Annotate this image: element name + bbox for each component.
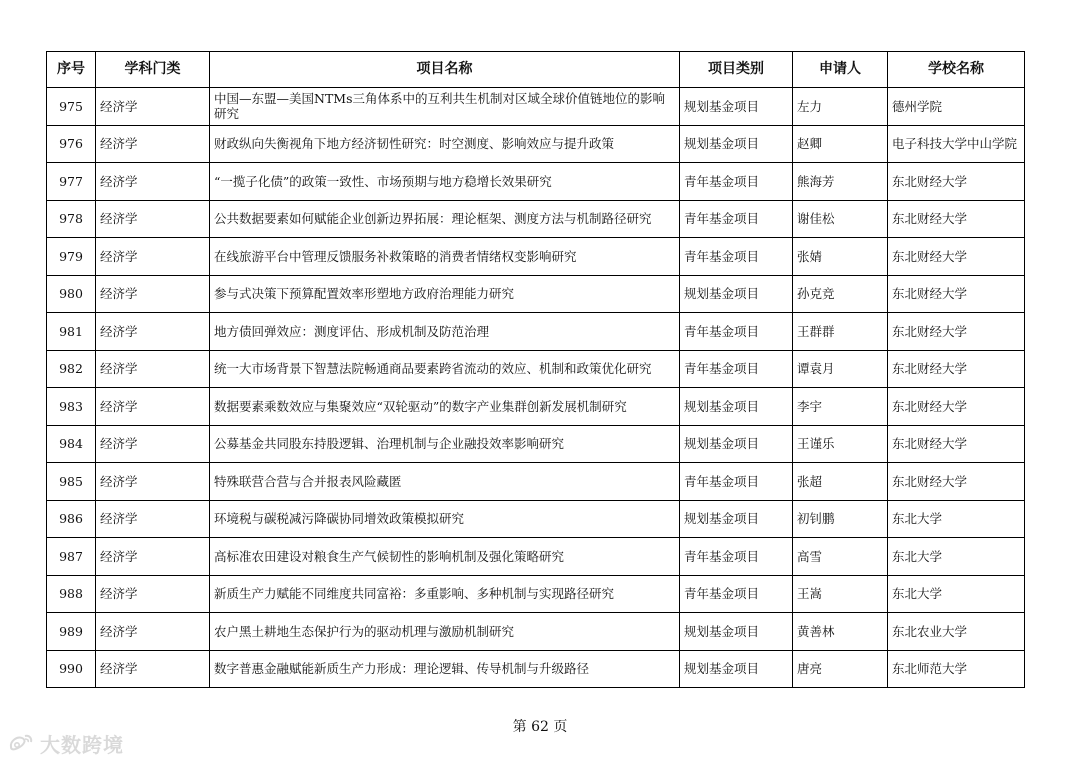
row-category: 规划基金项目 — [680, 613, 793, 651]
table-row — [47, 575, 1025, 613]
table-row — [47, 125, 1025, 163]
row-school: 东北财经大学 — [888, 200, 1025, 238]
row-discipline: 经济学 — [96, 350, 210, 388]
row-applicant: 熊海芳 — [793, 163, 888, 201]
row-project-title: 财政纵向失衡视角下地方经济韧性研究：时空测度、影响效应与提升政策 — [210, 125, 680, 163]
row-project-title: 公募基金共同股东持股逻辑、治理机制与企业融投效率影响研究 — [210, 425, 680, 463]
row-index: 977 — [47, 163, 96, 201]
row-school: 电子科技大学中山学院 — [888, 125, 1025, 163]
row-category: 青年基金项目 — [680, 538, 793, 576]
row-discipline: 经济学 — [96, 388, 210, 426]
table-row — [47, 425, 1025, 463]
row-school: 东北财经大学 — [888, 388, 1025, 426]
row-discipline: 经济学 — [96, 275, 210, 313]
weibo-logo-icon — [8, 733, 34, 755]
row-category: 青年基金项目 — [680, 163, 793, 201]
header-index: 序号 — [47, 52, 96, 88]
row-project-title: 公共数据要素如何赋能企业创新边界拓展：理论框架、测度方法与机制路径研究 — [210, 200, 680, 238]
row-school: 东北农业大学 — [888, 613, 1025, 651]
row-index: 990 — [47, 650, 96, 688]
row-discipline: 经济学 — [96, 425, 210, 463]
row-category: 青年基金项目 — [680, 575, 793, 613]
row-project-title: 在线旅游平台中管理反馈服务补救策略的消费者情绪权变影响研究 — [210, 238, 680, 276]
table-row — [47, 238, 1025, 276]
row-applicant: 黄善林 — [793, 613, 888, 651]
row-index: 980 — [47, 275, 96, 313]
row-category: 青年基金项目 — [680, 463, 793, 501]
row-category: 规划基金项目 — [680, 275, 793, 313]
table-row — [47, 313, 1025, 351]
header-project-title: 项目名称 — [210, 52, 680, 88]
row-school: 东北大学 — [888, 538, 1025, 576]
row-category: 青年基金项目 — [680, 313, 793, 351]
project-table — [46, 51, 1025, 688]
row-project-title: “一揽子化债”的政策一致性、市场预期与地方稳增长效果研究 — [210, 163, 680, 201]
row-category: 规划基金项目 — [680, 500, 793, 538]
row-project-title: 农户黑土耕地生态保护行为的驱动机理与激励机制研究 — [210, 613, 680, 651]
row-discipline: 经济学 — [96, 613, 210, 651]
row-project-title: 新质生产力赋能不同维度共同富裕：多重影响、多种机制与实现路径研究 — [210, 575, 680, 613]
row-project-title: 中国—东盟—美国NTMs三角体系中的互利共生机制对区域全球价值链地位的影响研究 — [210, 88, 680, 126]
row-school: 东北财经大学 — [888, 313, 1025, 351]
row-index: 976 — [47, 125, 96, 163]
row-discipline: 经济学 — [96, 125, 210, 163]
row-school: 东北师范大学 — [888, 650, 1025, 688]
row-index: 986 — [47, 500, 96, 538]
row-index: 981 — [47, 313, 96, 351]
table-row — [47, 88, 1025, 126]
table-row — [47, 613, 1025, 651]
row-project-title: 环境税与碳税减污降碳协同增效政策模拟研究 — [210, 500, 680, 538]
table-row — [47, 463, 1025, 501]
row-index: 984 — [47, 425, 96, 463]
table-header — [47, 52, 1025, 88]
row-index: 982 — [47, 350, 96, 388]
row-index: 983 — [47, 388, 96, 426]
row-applicant: 左力 — [793, 88, 888, 126]
table-row — [47, 650, 1025, 688]
row-discipline: 经济学 — [96, 163, 210, 201]
row-applicant: 李宇 — [793, 388, 888, 426]
header-category: 项目类别 — [680, 52, 793, 88]
table-row — [47, 163, 1025, 201]
row-project-title: 地方债回弹效应：测度评估、形成机制及防范治理 — [210, 313, 680, 351]
row-applicant: 孙克竞 — [793, 275, 888, 313]
row-index: 989 — [47, 613, 96, 651]
row-project-title: 高标准农田建设对粮食生产气候韧性的影响机制及强化策略研究 — [210, 538, 680, 576]
table-row — [47, 388, 1025, 426]
row-index: 987 — [47, 538, 96, 576]
row-applicant: 张婧 — [793, 238, 888, 276]
row-category: 青年基金项目 — [680, 200, 793, 238]
page-number: 第 62 页 — [512, 719, 568, 735]
row-school: 东北财经大学 — [888, 425, 1025, 463]
row-applicant: 谢佳松 — [793, 200, 888, 238]
row-school: 东北财经大学 — [888, 463, 1025, 501]
row-applicant: 王嵩 — [793, 575, 888, 613]
row-school: 东北财经大学 — [888, 350, 1025, 388]
row-applicant: 赵卿 — [793, 125, 888, 163]
row-applicant: 谭袁月 — [793, 350, 888, 388]
row-school: 东北财经大学 — [888, 238, 1025, 276]
row-school: 东北财经大学 — [888, 163, 1025, 201]
table-row — [47, 350, 1025, 388]
row-index: 985 — [47, 463, 96, 501]
header-applicant: 申请人 — [793, 52, 888, 88]
table-body — [47, 88, 1025, 688]
row-category: 规划基金项目 — [680, 388, 793, 426]
row-project-title: 数据要素乘数效应与集聚效应“双轮驱动”的数字产业集群创新发展机制研究 — [210, 388, 680, 426]
row-discipline: 经济学 — [96, 500, 210, 538]
row-discipline: 经济学 — [96, 575, 210, 613]
row-applicant: 王群群 — [793, 313, 888, 351]
row-applicant: 唐亮 — [793, 650, 888, 688]
row-category: 规划基金项目 — [680, 650, 793, 688]
table-row — [47, 538, 1025, 576]
row-category: 青年基金项目 — [680, 350, 793, 388]
row-category: 青年基金项目 — [680, 238, 793, 276]
row-discipline: 经济学 — [96, 200, 210, 238]
row-applicant: 高雪 — [793, 538, 888, 576]
row-category: 规划基金项目 — [680, 425, 793, 463]
row-discipline: 经济学 — [96, 313, 210, 351]
row-category: 规划基金项目 — [680, 88, 793, 126]
row-discipline: 经济学 — [96, 538, 210, 576]
table-row — [47, 200, 1025, 238]
row-category: 规划基金项目 — [680, 125, 793, 163]
header-school: 学校名称 — [888, 52, 1025, 88]
row-school: 东北大学 — [888, 500, 1025, 538]
row-discipline: 经济学 — [96, 463, 210, 501]
header-discipline: 学科门类 — [96, 52, 210, 88]
table-row — [47, 275, 1025, 313]
row-project-title: 统一大市场背景下智慧法院畅通商品要素跨省流动的效应、机制和政策优化研究 — [210, 350, 680, 388]
row-school: 德州学院 — [888, 88, 1025, 126]
table-row — [47, 500, 1025, 538]
row-project-title: 特殊联营合营与合并报表风险藏匿 — [210, 463, 680, 501]
row-index: 988 — [47, 575, 96, 613]
row-school: 东北大学 — [888, 575, 1025, 613]
row-discipline: 经济学 — [96, 238, 210, 276]
row-discipline: 经济学 — [96, 88, 210, 126]
watermark-text: 大数跨境 — [40, 733, 124, 757]
watermark — [8, 729, 124, 758]
row-project-title: 参与式决策下预算配置效率形塑地方政府治理能力研究 — [210, 275, 680, 313]
row-applicant: 张超 — [793, 463, 888, 501]
row-index: 975 — [47, 88, 96, 126]
row-index: 978 — [47, 200, 96, 238]
row-discipline: 经济学 — [96, 650, 210, 688]
row-applicant: 初钊鹏 — [793, 500, 888, 538]
row-index: 979 — [47, 238, 96, 276]
row-school: 东北财经大学 — [888, 275, 1025, 313]
row-project-title: 数字普惠金融赋能新质生产力形成：理论逻辑、传导机制与升级路径 — [210, 650, 680, 688]
row-applicant: 王谨乐 — [793, 425, 888, 463]
